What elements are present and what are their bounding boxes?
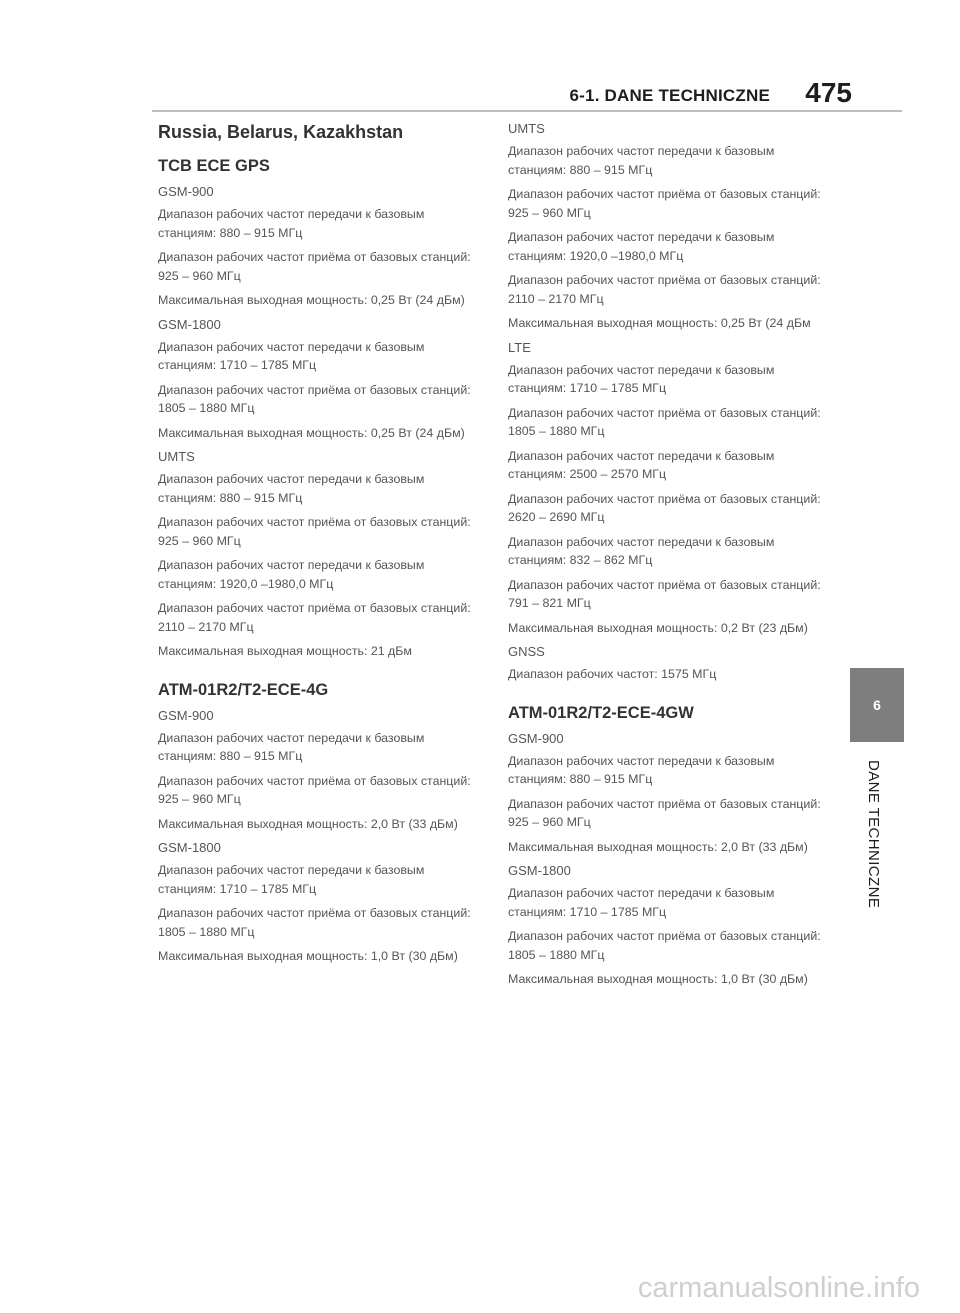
band-label: GSM-1800 (158, 316, 221, 332)
chapter-label: DANE TECHNICZNE (865, 760, 882, 909)
spec-text: Диапазон рабочих частот приёма от базовых станций: 925 – 960 МГц (158, 515, 471, 548)
spec-text: Диапазон рабочих частот: 1575 МГц (508, 667, 717, 681)
spec-text: Максимальная выходная мощность: 0,25 Вт (24 дБм) (158, 293, 465, 307)
right-column (508, 120, 828, 995)
spec-text: Диапазон рабочих частот приёма от базовых станций: 925 – 960 МГц (508, 796, 821, 829)
spec-text: Максимальная выходная мощность: 0,2 Вт (23 дБм) (508, 620, 808, 635)
band-label: GNSS (508, 644, 545, 659)
spec-text: Максимальная выходная мощность: 2,0 Вт (33 дБм) (508, 839, 808, 854)
spec-text: Диапазон рабочих частот приёма от базовых станций: 1805 – 1880 МГц (508, 929, 821, 962)
spec-text: Диапазон рабочих частот приёма от базовых станций: 925 – 960 МГц (508, 187, 821, 220)
section-title: 6-1. DANE TECHNICZNE (569, 86, 770, 105)
spec-text: Диапазон рабочих частот передачи к базовым станциям: 880 – 915 МГц (508, 753, 775, 786)
band-label: GSM-1800 (508, 863, 571, 878)
spec-text: Диапазон рабочих частот приёма от базовых станций: 2110 – 2170 МГц (508, 273, 821, 306)
band-label: UMTS (158, 449, 195, 464)
model-title: ATM-01R2/T2-ECE-4G (158, 680, 329, 699)
spec-text: Диапазон рабочих частот передачи к базовым станциям: 2500 – 2570 МГц (508, 448, 775, 481)
spec-text: Диапазон рабочих частот приёма от базовых станций: 925 – 960 МГц (158, 250, 471, 283)
spec-text: Диапазон рабочих частот передачи к базовым станциям: 1710 – 1785 МГц (508, 362, 775, 395)
band-label: GSM-1800 (158, 840, 221, 855)
watermark: carmanualsonline.info (637, 1272, 920, 1304)
model-title: TCB ECE GPS (158, 157, 270, 175)
page-number: 475 (805, 77, 852, 108)
band-label: GSM-900 (508, 730, 564, 746)
band-label: LTE (508, 339, 531, 355)
spec-text: Диапазон рабочих частот приёма от базовых станций: 2620 – 2690 МГц (508, 491, 821, 524)
spec-text: Максимальная выходная мощность: 0,25 Вт (24 дБм) (158, 425, 465, 440)
band-label: GSM-900 (158, 184, 214, 199)
spec-text: Диапазон рабочих частот приёма от базовых станций: 791 – 821 МГц (508, 577, 821, 610)
spec-text: Максимальная выходная мощность: 2,0 Вт (33 дБм) (158, 816, 458, 831)
band-label: UMTS (508, 121, 545, 136)
chapter-tab: 6 (850, 668, 904, 742)
spec-text: Диапазон рабочих частот передачи к базовым станциям: 1710 – 1785 МГц (158, 863, 425, 896)
band-label: GSM-900 (158, 707, 214, 723)
spec-text: Диапазон рабочих частот приёма от базовых станций: 2110 – 2170 МГц (158, 601, 471, 634)
spec-text: Диапазон рабочих частот приёма от базовых станций: 1805 – 1880 МГц (508, 405, 821, 438)
spec-text: Диапазон рабочих частот передачи к базовым станциям: 880 – 915 МГц (158, 730, 425, 763)
spec-text: Максимальная выходная мощность: 21 дБм (158, 644, 412, 658)
spec-text: Диапазон рабочих частот передачи к базовым станциям: 1710 – 1785 МГц (508, 886, 775, 919)
header-divider (152, 110, 902, 112)
spec-text: Максимальная выходная мощность: 0,25 Вт (24 дБм (508, 316, 811, 330)
spec-text: Диапазон рабочих частот приёма от базовых станций: 925 – 960 МГц (158, 773, 471, 806)
spec-text: Диапазон рабочих частот передачи к базовым станциям: 1710 – 1785 МГц (158, 339, 425, 372)
spec-text: Диапазон рабочих частот передачи к базовым станциям: 832 – 862 МГц (508, 534, 775, 567)
spec-text: Максимальная выходная мощность: 1,0 Вт (30 дБм) (158, 949, 458, 963)
spec-text: Диапазон рабочих частот приёма от базовых станций: 1805 – 1880 МГц (158, 382, 471, 415)
spec-text: Диапазон рабочих частот передачи к базовым станциям: 880 – 915 МГц (158, 472, 425, 505)
spec-text: Максимальная выходная мощность: 1,0 Вт (30 дБм) (508, 972, 808, 986)
page-header (0, 0, 960, 110)
spec-text: Диапазон рабочих частот передачи к базовым станциям: 880 – 915 МГц (158, 207, 425, 240)
region-title: Russia, Belarus, Kazakhstan (158, 122, 404, 142)
spec-text: Диапазон рабочих частот передачи к базовым станциям: 1920,0 –1980,0 МГц (158, 558, 425, 591)
spec-text: Диапазон рабочих частот передачи к базовым станциям: 1920,0 –1980,0 МГц (508, 230, 775, 263)
spec-text: Диапазон рабочих частот приёма от базовых станций: 1805 – 1880 МГц (158, 906, 471, 939)
left-column (158, 120, 478, 972)
model-title: ATM-01R2/T2-ECE-4GW (508, 703, 694, 722)
spec-text: Диапазон рабочих частот передачи к базовым станциям: 880 – 915 МГц (508, 144, 775, 177)
